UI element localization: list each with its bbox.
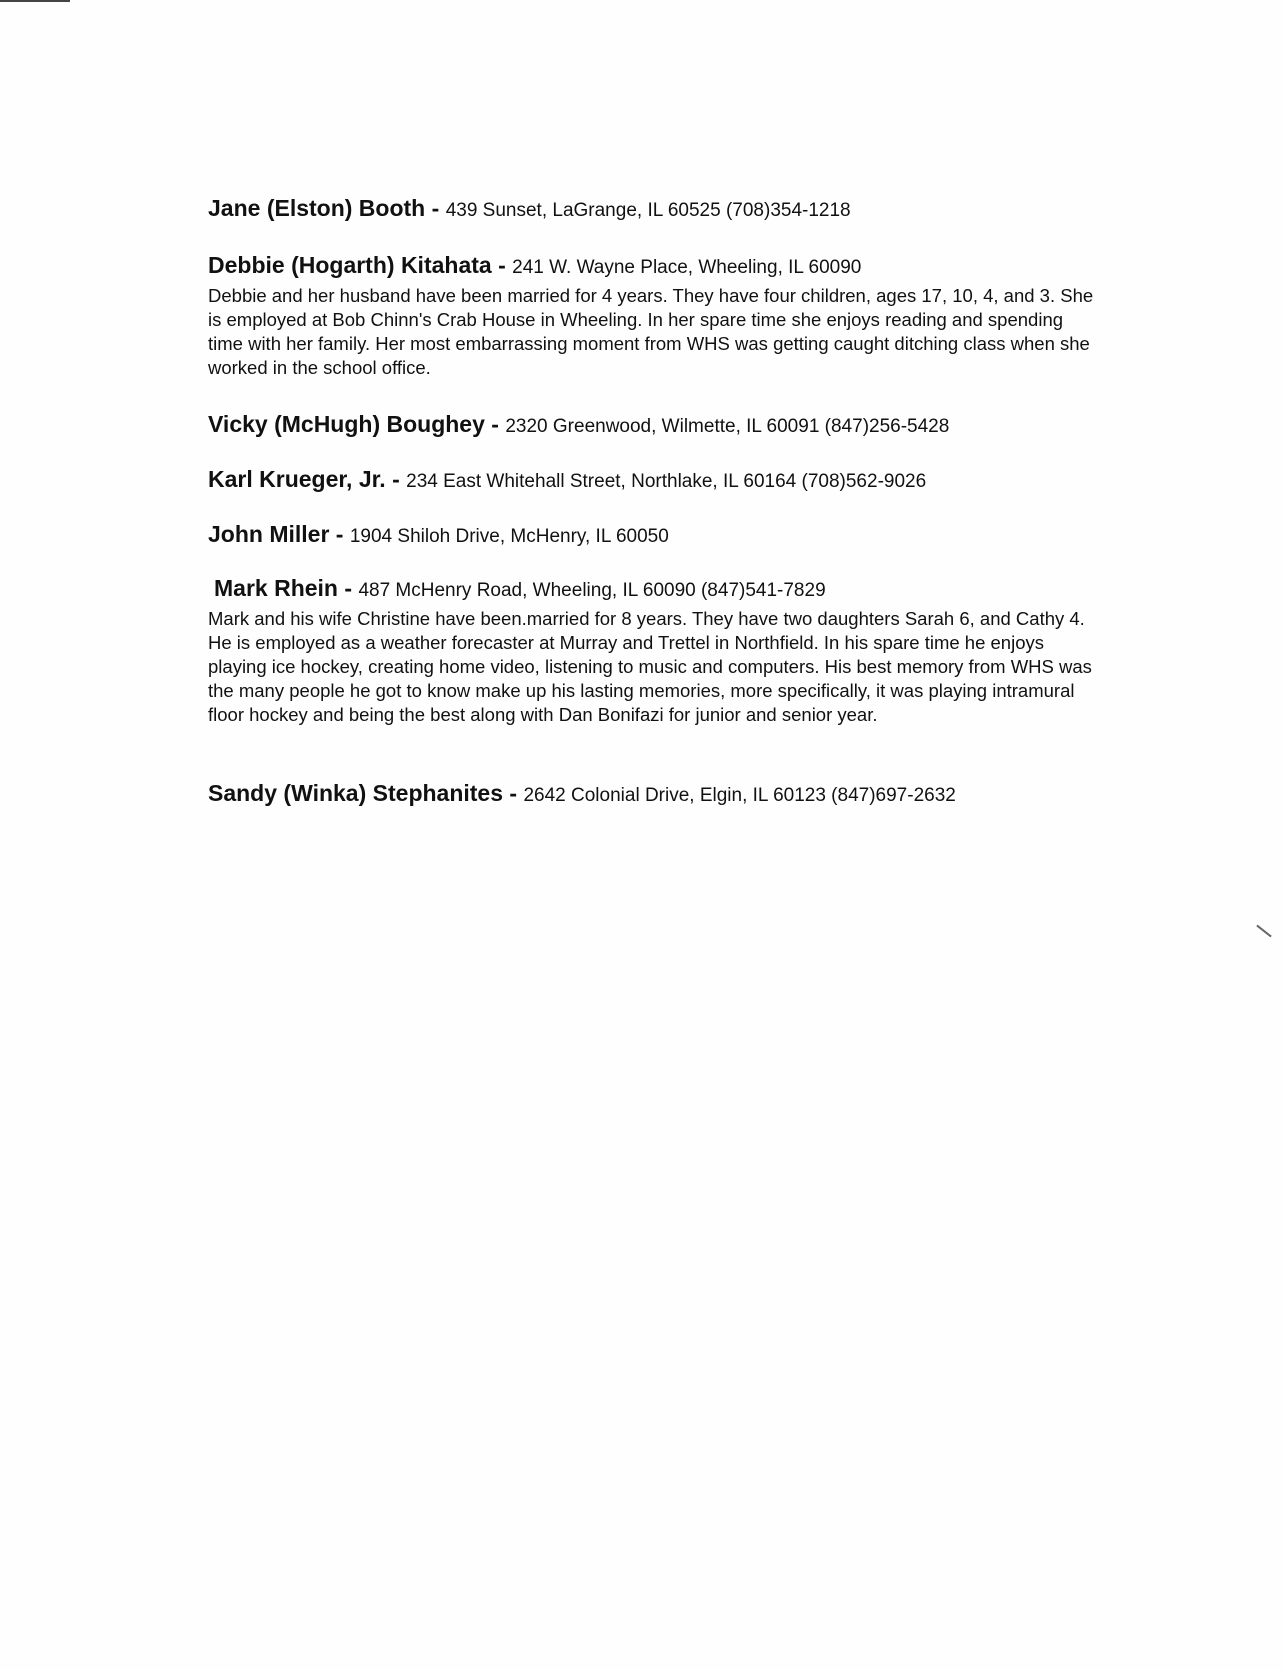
name-separator: - bbox=[385, 466, 407, 492]
scan-artifact-mark bbox=[1256, 925, 1271, 938]
alumni-entry bbox=[208, 409, 949, 443]
name-separator: - bbox=[425, 195, 446, 221]
alumni-name: John Miller bbox=[208, 521, 330, 547]
alumni-entry bbox=[208, 193, 851, 227]
alumni-address: 2642 Colonial Drive, Elgin, IL 60123 (847)697-2632 bbox=[523, 785, 956, 806]
alumni-name: Mark Rhein bbox=[214, 575, 338, 601]
alumni-name: Vicky (McHugh) Boughey bbox=[208, 411, 485, 437]
entry-header bbox=[208, 193, 851, 227]
alumni-entry bbox=[208, 573, 1098, 727]
alumni-name: Debbie (Hogarth) Kitahata bbox=[208, 252, 492, 278]
alumni-address: 439 Sunset, LaGrange, IL 60525 (708)354-1218 bbox=[445, 200, 851, 221]
scan-artifact-line bbox=[0, 0, 70, 2]
alumni-name: Jane (Elston) Booth bbox=[208, 195, 426, 221]
alumni-address: 487 McHenry Road, Wheeling, IL 60090 (847)541-7829 bbox=[358, 580, 826, 601]
alumni-address: 234 East Whitehall Street, Northlake, IL 60164 (708)562-9026 bbox=[406, 471, 927, 492]
alumni-entry bbox=[208, 519, 669, 553]
entry-header bbox=[208, 778, 956, 812]
entry-header bbox=[208, 464, 926, 498]
name-separator: - bbox=[503, 780, 524, 806]
name-separator: - bbox=[491, 252, 513, 278]
entry-header bbox=[208, 519, 669, 553]
alumni-bio: Mark and his wife Christine have been.married for 8 years. They have two daughters Sarah 6, and Cathy 4. He is employed as a weather forecaster at Murray and Trettel in Northfield. In his spare time he enjoys playing ice hockey, creating home video, listening to music and computers. His best memory from WHS was the many people he got to know make up his lasting memories, more specifically, it was playing intramural floor hockey and being the best along with Dan Bonifazi for junior and senior year. bbox=[208, 608, 1092, 725]
alumni-name: Sandy (Winka) Stephanites bbox=[208, 780, 504, 806]
alumni-entry bbox=[208, 250, 1098, 380]
alumni-entry bbox=[208, 778, 956, 812]
name-separator: - bbox=[337, 575, 359, 601]
alumni-entry bbox=[208, 464, 926, 498]
alumni-name: Karl Krueger, Jr. bbox=[208, 466, 386, 492]
alumni-bio: Debbie and her husband have been married for 4 years. They have four children, ages 17, 10, 4, and 3. She is employed at Bob Chinn's Crab House in Wheeling. In her spare time she enjoys reading and spending time with her family. Her most embarrassing moment from WHS was getting caught ditching class when she worked in the school office. bbox=[208, 285, 1094, 378]
name-separator: - bbox=[484, 411, 506, 437]
alumni-address: 1904 Shiloh Drive, McHenry, IL 60050 bbox=[349, 526, 669, 547]
entry-header bbox=[208, 250, 1098, 284]
alumni-address: 2320 Greenwood, Wilmette, IL 60091 (847)256-5428 bbox=[505, 416, 950, 437]
entry-header bbox=[214, 573, 1098, 607]
alumni-address: 241 W. Wayne Place, Wheeling, IL 60090 bbox=[512, 257, 862, 278]
entry-header bbox=[208, 409, 949, 443]
name-separator: - bbox=[329, 521, 350, 547]
